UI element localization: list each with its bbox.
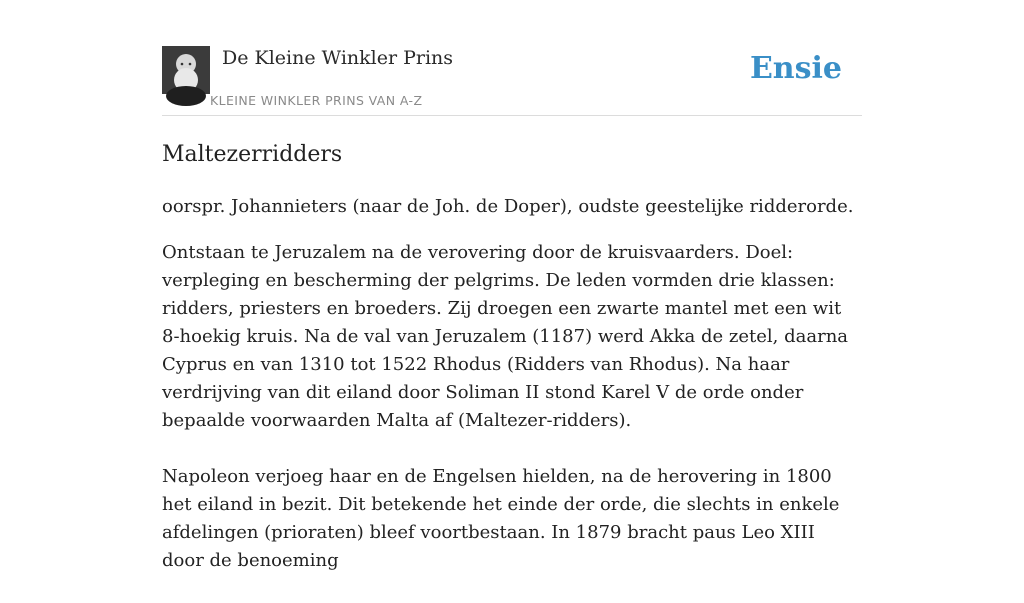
article-title: Maltezerridders bbox=[162, 142, 343, 167]
page bbox=[162, 0, 862, 571]
article-paragraph: Ontstaan te Jeruzalem na de verovering door de kruisvaarders. Doel: verpleging en bescherming der pelgrims. De leden vormden drie klassen: ridders, priesters en broeders. Zij droegen een zwarte mantel met een wit 8-hoekig kruis. Na de val van Jeruzalem (1187) werd Akka de zetel, daarna Cyprus en van 1310 tot 1522 Rhodus (Ridders van Rhodus). Na haar verdrijving van dit eiland door Soliman II stond Karel V de orde onder bepaalde voorwaarden Malta af (Maltezer-ridders). bbox=[162, 242, 849, 431]
header bbox=[162, 0, 862, 116]
article-lead: oorspr. Johannieters (naar de Joh. de Doper), oudste geestelijke ridderorde. bbox=[162, 196, 854, 217]
source-subtitle[interactable]: KLEINE WINKLER PRINS VAN A-Z bbox=[210, 93, 423, 108]
article-paragraph: Napoleon verjoeg haar en de Engelsen hielden, na de herovering in 1800 het eiland in bezit. Dit betekende het einde der orde, die slechts in enkele afdelingen (prioraten) bleef voortbestaan. In 1879 bracht paus Leo XIII door de benoeming bbox=[162, 466, 840, 571]
source-title[interactable]: De Kleine Winkler Prins bbox=[222, 47, 454, 69]
brand-logo[interactable]: Ensie bbox=[749, 51, 842, 86]
author-avatar[interactable] bbox=[162, 46, 210, 94]
portrait-icon bbox=[162, 46, 210, 94]
article-body bbox=[162, 239, 862, 603]
